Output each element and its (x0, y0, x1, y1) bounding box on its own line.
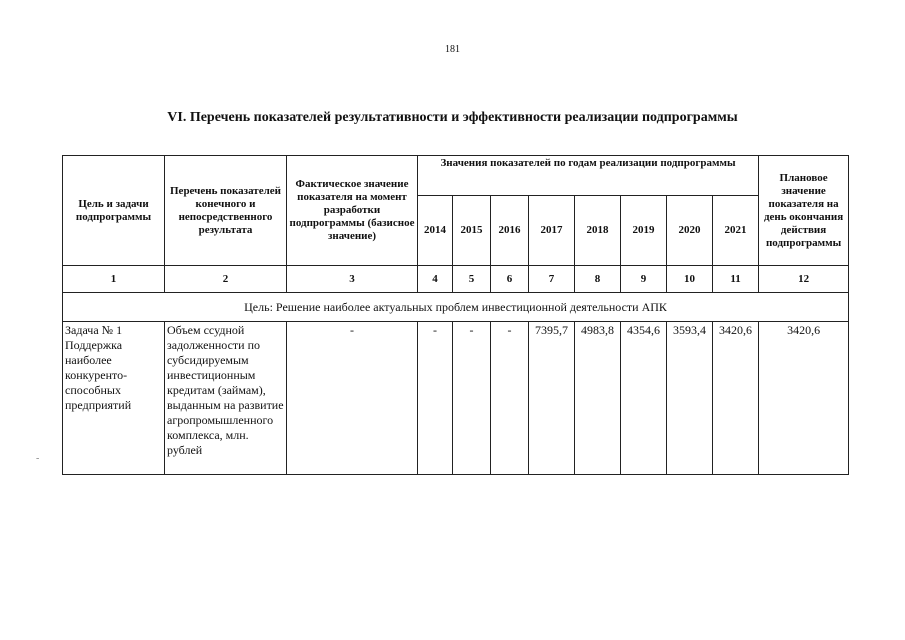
header-goal: Цель и задачи подпрограммы (63, 156, 165, 266)
year-value-cell: 3593,4 (667, 322, 713, 475)
year-value-cell: - (491, 322, 529, 475)
column-number: 9 (621, 266, 667, 293)
column-number: 10 (667, 266, 713, 293)
column-number: 2 (165, 266, 287, 293)
column-number: 1 (63, 266, 165, 293)
indicator-cell: Объем ссудной задолженности по субсидируемым инвестиционным кредитам (займам), выданным на развитие агропромышленного комплекса, млн. рублей (165, 322, 287, 475)
page-number: 181 (445, 44, 460, 55)
section-title: VI. Перечень показателей результативности и эффективности реализации подпрограммы (167, 110, 738, 125)
header-planned-value: Плановое значение показателя на день окончания действия подпрограммы (759, 156, 849, 266)
year-value-cell: 7395,7 (529, 322, 575, 475)
year-value-cell: 4983,8 (575, 322, 621, 475)
header-indicators: Перечень показателей конечного и непосредственного результата (165, 156, 287, 266)
column-number: 4 (418, 266, 453, 293)
year-value-cell: 3420,6 (713, 322, 759, 475)
header-year: 2021 (713, 196, 759, 266)
header-years-group: Значения показателей по годам реализации подпрограммы (418, 156, 759, 196)
column-number-row (63, 266, 849, 293)
goal-text: Цель: Решение наиболее актуальных проблем инвестиционной деятельности АПК (63, 293, 849, 322)
task-cell: Задача № 1 Поддержка наиболее конкуренто-способных предприятий (63, 322, 165, 475)
column-number: 12 (759, 266, 849, 293)
column-number: 6 (491, 266, 529, 293)
header-actual-value: Фактическое значение показателя на момент разработки подпрограммы (базисное значение) (287, 156, 418, 266)
column-number: 5 (453, 266, 491, 293)
table-row (63, 322, 849, 475)
header-year: 2019 (621, 196, 667, 266)
planned-value-cell: 3420,6 (759, 322, 849, 475)
column-number: 11 (713, 266, 759, 293)
indicators-table (62, 155, 849, 475)
actual-value-cell: - (287, 322, 418, 475)
margin-mark: - (36, 453, 40, 464)
column-number: 8 (575, 266, 621, 293)
header-year: 2016 (491, 196, 529, 266)
header-row-1 (63, 156, 849, 196)
header-year: 2015 (453, 196, 491, 266)
header-year: 2018 (575, 196, 621, 266)
header-year: 2020 (667, 196, 713, 266)
year-value-cell: - (418, 322, 453, 475)
goal-row (63, 293, 849, 322)
column-number: 3 (287, 266, 418, 293)
year-value-cell: - (453, 322, 491, 475)
header-year: 2017 (529, 196, 575, 266)
header-year: 2014 (418, 196, 453, 266)
year-value-cell: 4354,6 (621, 322, 667, 475)
column-number: 7 (529, 266, 575, 293)
